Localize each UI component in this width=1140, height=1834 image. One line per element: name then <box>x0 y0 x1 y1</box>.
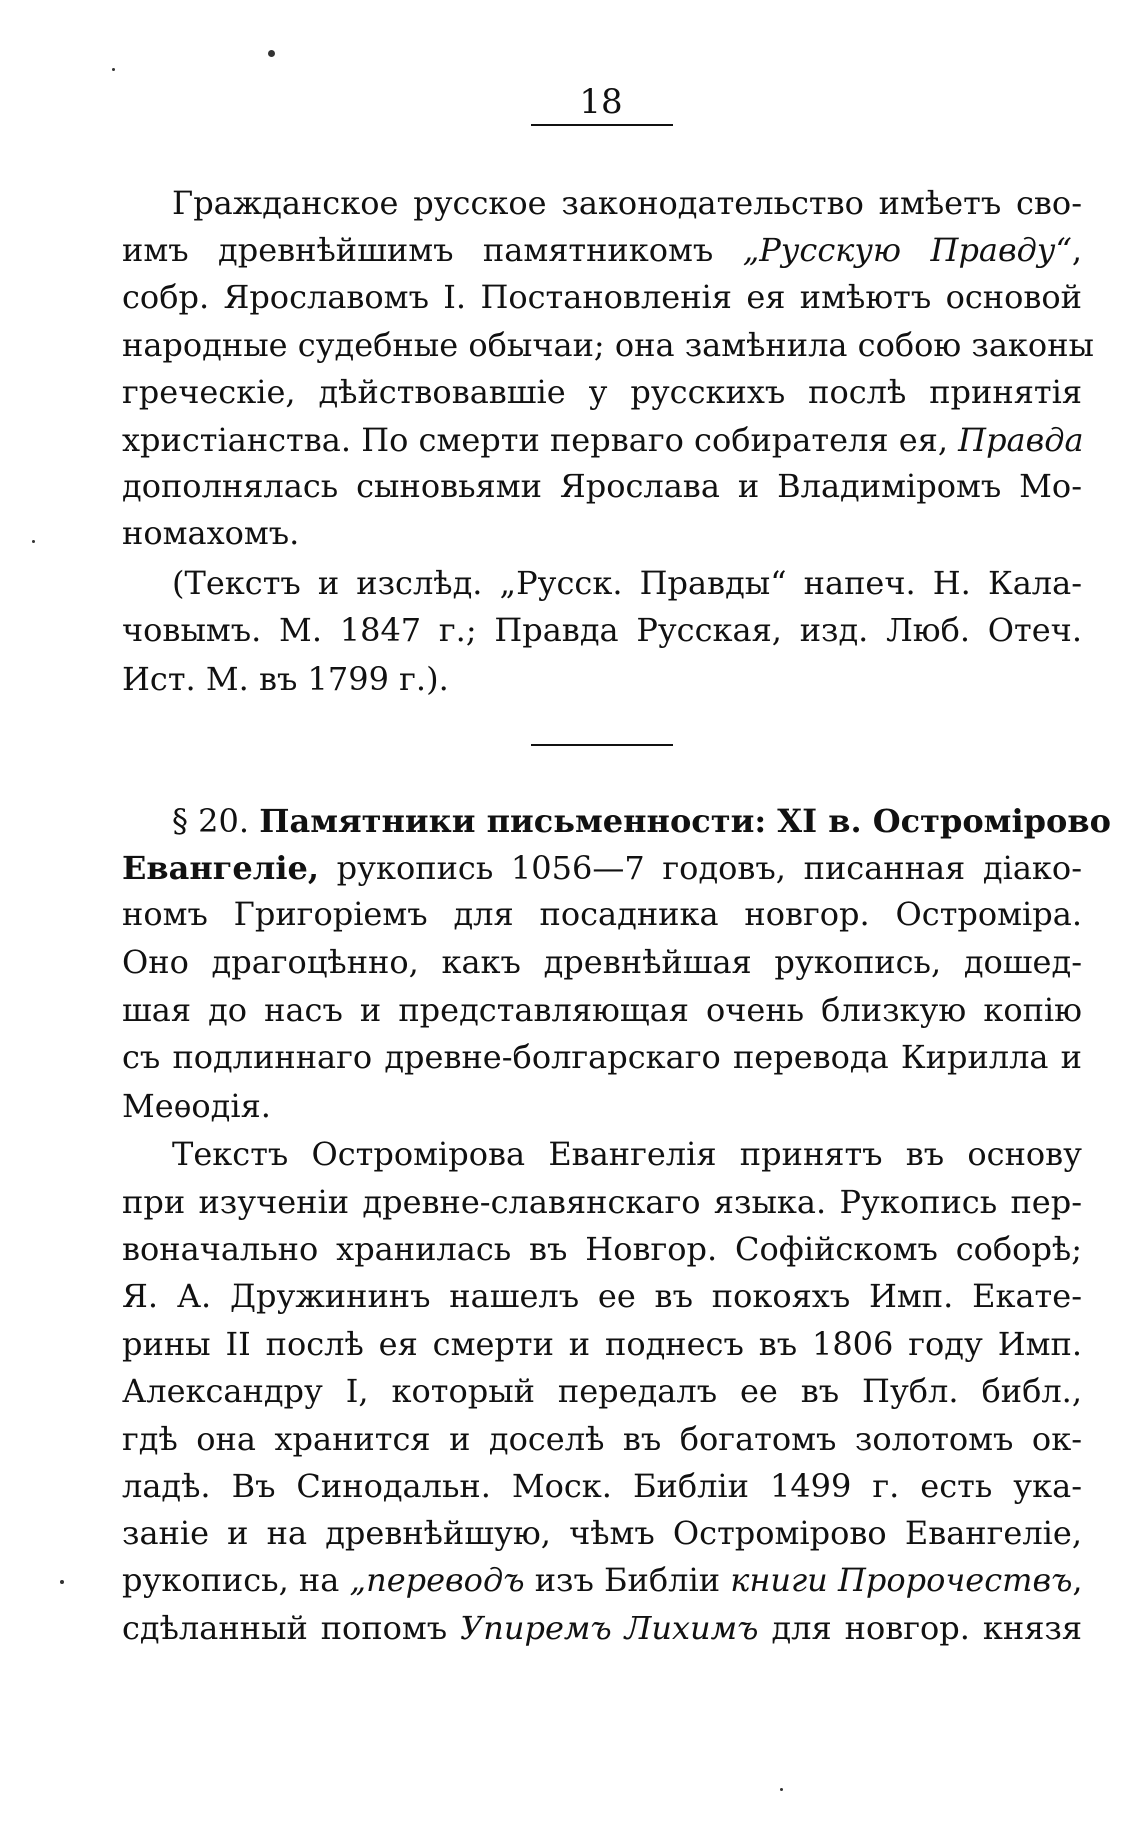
text-run: христіанства. По смерти перваго собирателя ея, <box>122 421 959 459</box>
scan-speck <box>112 68 115 71</box>
text-line: съ подлиннаго древне-болгарскаго перевода Кирилла и <box>122 1038 1082 1076</box>
italic-word-pravda: Правда <box>958 421 1084 459</box>
text-line: Александру I, который передалъ ее въ Публ. библ., <box>122 1372 1082 1410</box>
scan-speck <box>268 50 275 57</box>
text-run: рукопись, на <box>122 1561 350 1599</box>
text-line: собр. Ярославомъ I. Постановленія ея имѣютъ основой <box>122 278 1082 316</box>
text-line: Гражданское русское законодательство имѣетъ сво- <box>172 184 1082 222</box>
text-line <box>122 1557 1082 1603</box>
text-run: имъ древнѣйшимъ памятникомъ <box>122 231 743 269</box>
scan-speck <box>60 1580 64 1584</box>
text-run: рукопись 1056—7 годовъ, писанная діако- <box>318 849 1082 887</box>
text-line: човымъ. М. 1847 г.; Правда Русская, изд. Люб. Отеч. <box>122 611 1082 649</box>
text-line <box>122 227 1082 273</box>
bold-term: Евангеліе, <box>122 849 319 887</box>
text-line: воначально хранилась въ Новгор. Софійскомъ соборѣ; <box>122 1230 1082 1268</box>
text-line <box>122 417 1082 463</box>
text-line: греческіе, дѣйствовавшіе у русскихъ послѣ принятія <box>122 373 1082 411</box>
text-line: рины II послѣ ея смерти и поднесъ въ 1806 году Имп. <box>122 1325 1082 1363</box>
text-line: Меѳодія. <box>122 1087 271 1125</box>
text-line: гдѣ она хранится и доселѣ въ богатомъ золотомъ ок- <box>122 1420 1082 1458</box>
text-line: заніе и на древнѣйшую, чѣмъ Остроміровo Евангеліе, <box>122 1514 1082 1552</box>
text-line: номахомъ. <box>122 514 300 552</box>
page-number: 18 <box>579 82 623 122</box>
text-line: Текстъ Остромірова Евангелія принятъ въ основу <box>172 1135 1082 1173</box>
section-divider <box>531 744 673 746</box>
italic-phrase: книги Пророчествъ <box>730 1561 1073 1599</box>
text-line: народные судебные обычаи; она замѣнила собою законы <box>122 326 1094 364</box>
text-line: Оно драгоцѣнно, какъ древнѣйшая рукопись, дошед- <box>122 943 1082 981</box>
text-run: , <box>1071 231 1082 269</box>
section-heading-line <box>172 798 1111 844</box>
section-number: § 20. <box>172 802 260 840</box>
text-run: сдѣланный попомъ <box>122 1609 461 1647</box>
text-line <box>122 1605 1082 1651</box>
italic-name-upir-likhoy: Упиремъ Лихимъ <box>460 1609 759 1647</box>
text-line: шая до насъ и представляющая очень близкую копію <box>122 991 1082 1029</box>
italic-phrase: „переводъ <box>349 1561 525 1599</box>
text-line: ладѣ. Въ Синодальн. Моск. Библіи 1499 г. есть ука- <box>122 1467 1082 1505</box>
text-line: (Текстъ и изслѣд. „Русск. Правды“ напеч. Н. Кала- <box>172 564 1082 602</box>
italic-title-russkaya-pravda: „Русскую Правду“ <box>742 231 1072 269</box>
text-line: Я. А. Дружининъ нашелъ ее въ покояхъ Имп. Екате- <box>122 1277 1082 1315</box>
text-line: номъ Григоріемъ для посадника новгор. Остроміра. <box>122 895 1082 933</box>
text-line: при изученіи древне-славянскаго языка. Рукопись пер- <box>122 1183 1082 1221</box>
text-line: Ист. М. въ 1799 г.). <box>122 660 449 698</box>
text-line: дополнялась сыновьями Ярослава и Владиміромъ Мо- <box>122 467 1082 505</box>
text-run: , <box>1072 1561 1083 1599</box>
scan-speck <box>780 1788 783 1791</box>
scan-speck <box>32 540 35 543</box>
text-run: изъ Библіи <box>524 1561 731 1599</box>
section-heading: Памятники письменности: XI в. Остроміровo <box>259 802 1111 840</box>
text-line <box>122 845 1082 891</box>
text-run: для новгор. князя <box>758 1609 1083 1647</box>
header-rule <box>531 124 673 126</box>
